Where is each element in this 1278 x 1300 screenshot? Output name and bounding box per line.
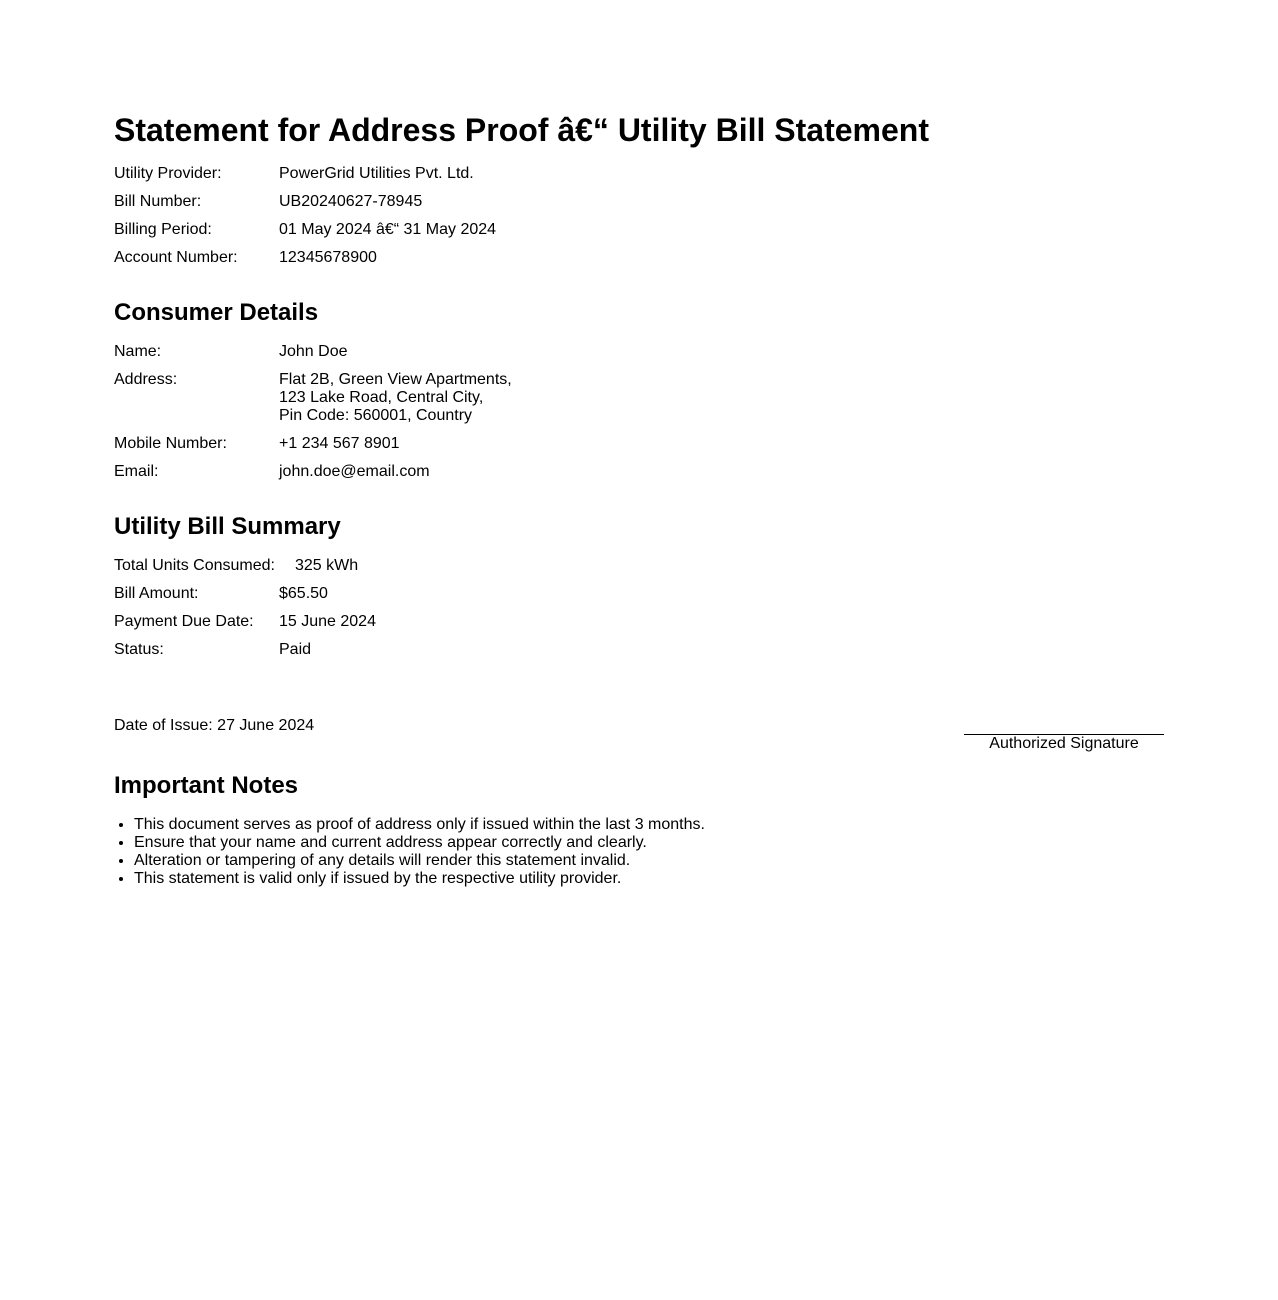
notes-list [114,816,705,888]
consumer-name: John Doe [279,343,348,360]
consumer-row-email [114,463,814,481]
bill-summary-heading: Utility Bill Summary [114,513,341,540]
consumer-email: john.doe@email.com [279,463,430,480]
consumer-row-name [114,343,814,361]
info-label: Bill Number: [114,193,202,210]
authorized-signature: Authorized Signature [964,734,1164,753]
summary-units: 325 kWh [295,557,359,574]
summary-label: Bill Amount: [114,585,199,602]
consumer-row-mobile [114,435,814,453]
list-item: • This statement is valid only if issued by the respective utility provider. [134,870,705,888]
consumer-row-address [114,371,814,425]
summary-due-date: 15 June 2024 [279,613,376,630]
consumer-details [114,343,814,491]
info-value: 01 May 2024 â€“ 31 May 2024 [279,221,497,238]
summary-label: Status: [114,641,164,658]
summary-row-due-date [114,613,814,631]
summary-row-amount [114,585,814,603]
info-row-provider [114,165,814,183]
info-row-bill-number [114,193,814,211]
consumer-mobile: +1 234 567 8901 [279,435,400,452]
list-item: • This document serves as proof of address only if issued within the last 3 months. [134,816,705,834]
summary-amount: $65.50 [279,585,328,602]
important-notes-heading: Important Notes [114,772,299,799]
summary-label: Payment Due Date: [114,613,254,630]
statement-info [114,165,814,277]
consumer-label: Mobile Number: [114,435,227,452]
info-row-billing-period [114,221,814,239]
consumer-label: Email: [114,463,159,480]
summary-row-units [114,557,814,575]
summary-status: Paid [279,641,312,658]
summary-row-status [114,641,814,659]
consumer-label: Address: [114,371,178,388]
info-label: Billing Period: [114,221,212,238]
summary-label: Total Units Consumed: [114,557,275,574]
consumer-address: Flat 2B, Green View Apartments, 123 Lake Road, Central City, Pin Code: 560001, Country [279,371,512,424]
consumer-details-heading: Consumer Details [114,299,319,326]
info-value: 12345678900 [279,249,377,266]
info-label: Account Number: [114,249,238,266]
info-value: PowerGrid Utilities Pvt. Ltd. [279,165,474,182]
page-title: Statement for Address Proof â€“ Utility Bill Statement [114,112,929,148]
info-value: UB20240627-78945 [279,193,423,210]
list-item: • Alteration or tampering of any details will render this statement invalid. [134,852,705,870]
consumer-label: Name: [114,343,162,360]
info-label: Utility Provider: [114,165,222,182]
list-item: • Ensure that your name and current address appear correctly and clearly. [134,834,705,852]
date-of-issue: Date of Issue: 27 June 2024 [114,717,315,734]
info-row-account-number [114,249,814,267]
bill-summary [114,557,814,669]
